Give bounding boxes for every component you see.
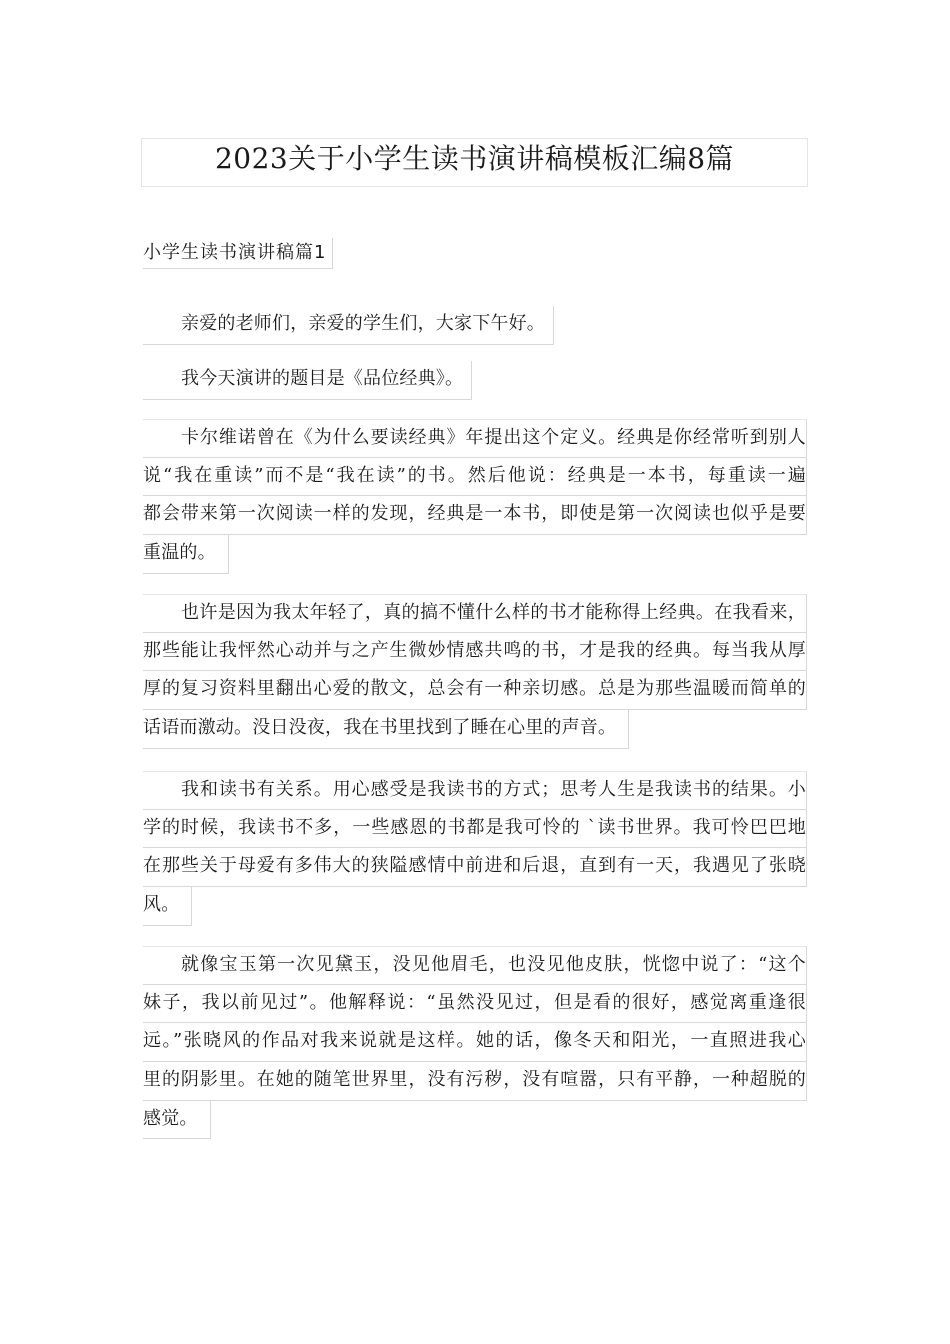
paragraph-line: 说“我在重读”而不是“我在读”的书。然后他说：经典是一本书，每重读一遍	[143, 458, 807, 497]
paragraph-4	[143, 594, 807, 749]
paragraph-line: 重温的。	[143, 535, 229, 574]
paragraph-line: 话语而激动。没日没夜，我在书里找到了睡在心里的声音。	[143, 710, 629, 749]
paragraph-line: 卡尔维诺曾在《为什么要读经典》年提出这个定义。经典是你经常听到别人	[143, 419, 807, 458]
document-title: 2023关于小学生读书演讲稿模板汇编8篇	[141, 138, 808, 187]
paragraph-line: 我今天演讲的题目是《品位经典》。	[143, 361, 472, 400]
paragraph-line: 感觉。	[143, 1101, 211, 1140]
paragraph-line: 也许是因为我太年轻了，真的搞不懂什么样的书才能称得上经典。在我看来，	[143, 594, 807, 633]
paragraph-line: 就像宝玉第一次见黛玉，没见他眉毛，也没见他皮肤，恍惚中说了：“这个	[143, 946, 807, 985]
paragraph-1	[143, 306, 807, 345]
paragraph-line: 远。”张晓风的作品对我来说就是这样。她的话，像冬天和阳光，一直照进我心	[143, 1023, 807, 1062]
paragraph-line: 那些能让我怦然心动并与之产生微妙情感共鸣的书，才是我的经典。每当我从厚	[143, 633, 807, 672]
paragraph-2	[143, 361, 807, 400]
paragraph-line: 学的时候，我读书不多，一些感恩的书都是我可怜的 `读书世界。我可怜巴巴地	[143, 810, 807, 849]
paragraph-line: 亲爱的老师们，亲爱的学生们，大家下午好。	[143, 306, 554, 345]
paragraph-line: 厚的复习资料里翻出心爱的散文，总会有一种亲切感。总是为那些温暖而简单的	[143, 671, 807, 710]
paragraph-line: 在那些关于母爱有多伟大的狭隘感情中前进和后退，直到有一天，我遇见了张晓	[143, 848, 807, 887]
section-heading: 小学生读书演讲稿篇1	[143, 238, 333, 269]
paragraph-3	[143, 419, 807, 574]
paragraph-line: 我和读书有关系。用心感受是我读书的方式；思考人生是我读书的结果。小	[143, 771, 807, 810]
paragraph-line: 风。	[143, 887, 192, 926]
paragraph-line: 里的阴影里。在她的随笔世界里，没有污秽，没有喧嚣，只有平静，一种超脱的	[143, 1062, 807, 1101]
paragraph-line: 妹子，我以前见过”。他解释说：“虽然没见过，但是看的很好，感觉离重逢很	[143, 985, 807, 1024]
paragraph-line: 都会带来第一次阅读一样的发现，经典是一本书，即使是第一次阅读也似乎是要	[143, 496, 807, 535]
paragraph-6	[143, 946, 807, 1139]
paragraph-5	[143, 771, 807, 926]
